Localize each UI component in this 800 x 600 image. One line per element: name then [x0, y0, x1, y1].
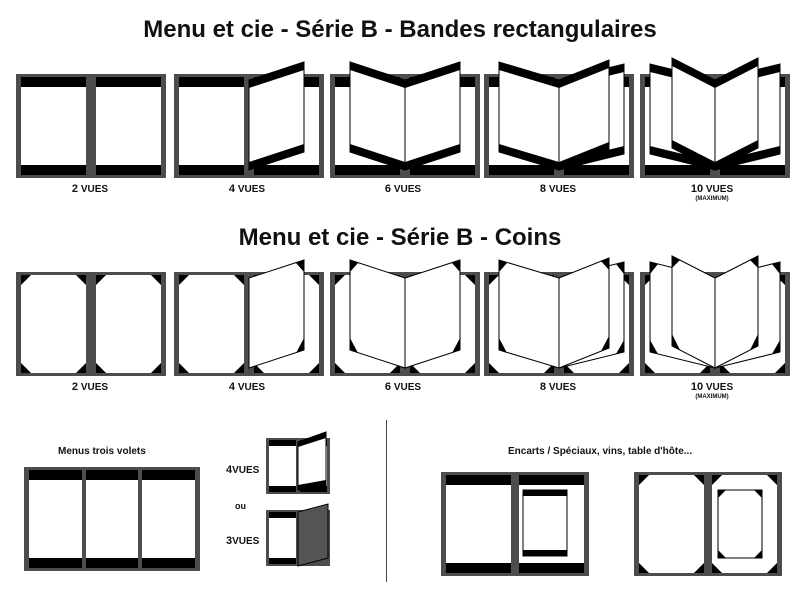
section-divider [386, 420, 387, 582]
or-label: ou [235, 501, 246, 511]
trifold-3-views [266, 510, 330, 566]
menu-coins-8-views [484, 272, 634, 376]
option-4-label: 4VUES [226, 464, 260, 476]
trifold-4-views [266, 438, 330, 494]
menu-bandes-8-views [484, 74, 634, 178]
caption-bandes-4: 4 VUES [228, 183, 266, 195]
title-bandes: Menu et cie - Série B - Bandes rectangulaires [143, 16, 657, 43]
caption-bandes-10: 10 VUES (MAXIMUM) [690, 183, 734, 202]
caption-bandes-6: 6 VUES [384, 183, 422, 195]
menu-bandes-6-views [330, 74, 480, 178]
caption-coins-6: 6 VUES [384, 381, 422, 393]
menu-bandes-4-views [174, 74, 324, 178]
caption-bandes-2: 2 VUES [71, 183, 109, 195]
title-coins: Menu et cie - Série B - Coins [238, 224, 562, 251]
caption-coins-2: 2 VUES [71, 381, 109, 393]
trifold-menu [24, 467, 200, 571]
menu-coins-10-views [640, 272, 790, 376]
inserts-title: Encarts / Spéciaux, vins, table d'hôte... [508, 446, 693, 457]
menu-coins-2-views [16, 272, 166, 376]
caption-bandes-8: 8 VUES [539, 183, 577, 195]
caption-coins-10: 10 VUES (MAXIMUM) [690, 381, 734, 400]
option-3-label: 3VUES [226, 535, 260, 547]
menu-bandes-2-views [16, 74, 166, 178]
trifold-title: Menus trois volets [58, 446, 146, 457]
insert-coins [634, 472, 782, 576]
caption-coins-8: 8 VUES [539, 381, 577, 393]
caption-coins-4: 4 VUES [228, 381, 266, 393]
insert-bandes [441, 472, 589, 576]
menu-bandes-10-views [640, 74, 790, 178]
menu-coins-4-views [174, 272, 324, 376]
menu-coins-6-views [330, 272, 480, 376]
